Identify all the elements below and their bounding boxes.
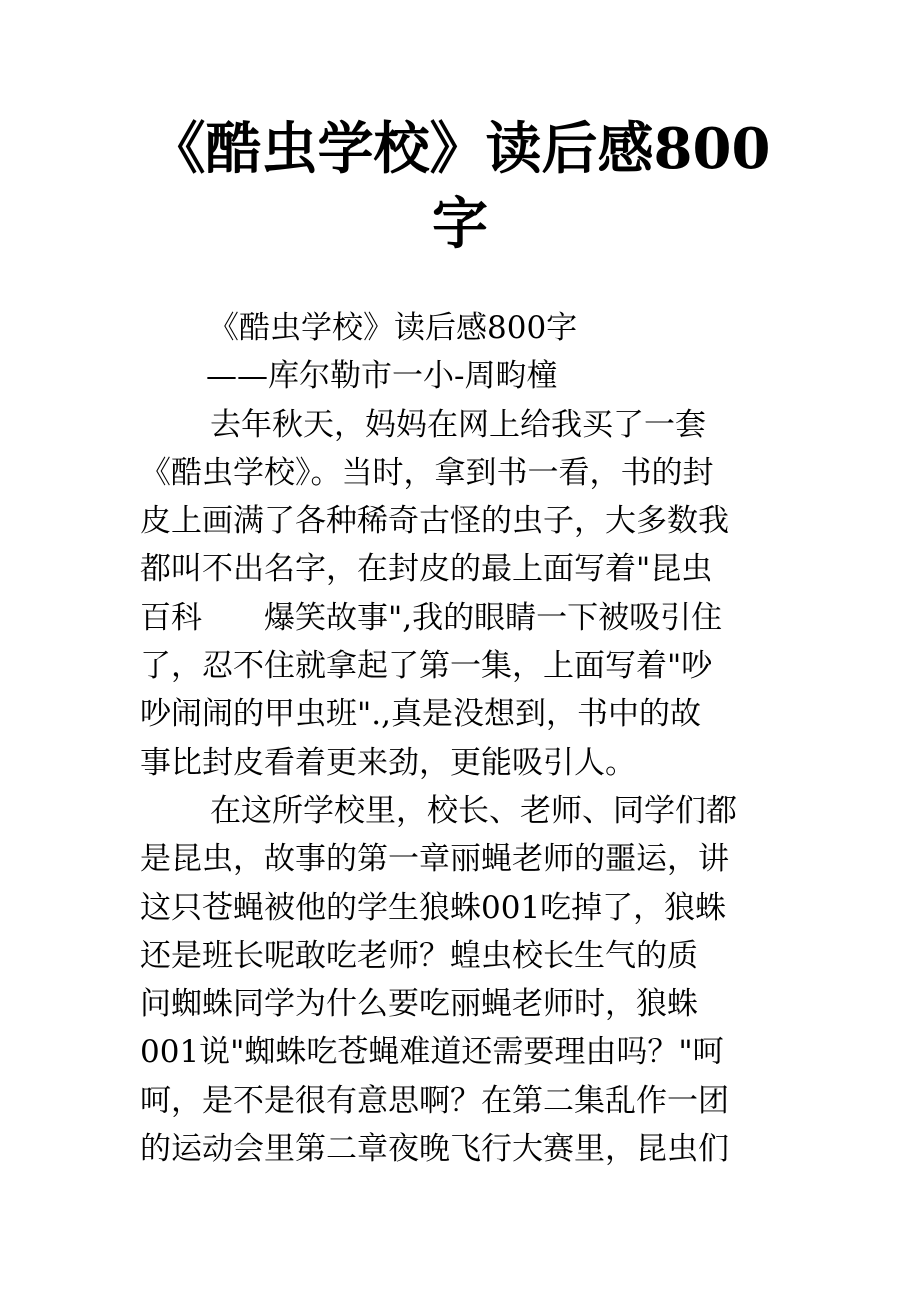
paragraph-2-line: 是昆虫，故事的第一章丽蝇老师的噩运，讲 (140, 841, 729, 878)
paragraph-1-line: 去年秋天，妈妈在网上给我买了一套 (210, 406, 706, 443)
paragraph-2-line: 的运动会里第二章夜晚飞行大赛里，昆虫们 (140, 1131, 729, 1168)
paragraph-2-line: 还是班长呢敢吃老师？蝗虫校长生气的质 (140, 937, 698, 974)
paragraph-2-line: 这只苍蝇被他的学生狼蛛001吃掉了，狼蛛 (140, 889, 727, 926)
paragraph-2-line: 在这所学校里，校长、老师、同学们都 (210, 792, 737, 829)
paragraph-1-line: 《酷虫学校》。当时，拿到书一看，书的封 (140, 454, 714, 491)
author-line: ——库尔勒市一小-周畇橦 (206, 358, 558, 395)
document-body (140, 304, 780, 1173)
paragraph-1-line: 了，忍不住就拿起了第一集，上面写着"吵 (140, 648, 713, 685)
paragraph-2-line: 001说"蜘蛛吃苍蝇难道还需要理由吗？"呵 (140, 1034, 724, 1071)
subtitle-line: 《酷虫学校》读后感800字 (208, 310, 578, 346)
title-line-1: 《酷虫学校》读后感800 (149, 116, 771, 182)
paragraph-1-line: 百科 爆笑故事",我的眼睛一下被吸引住 (140, 599, 723, 636)
document-title (140, 112, 780, 262)
paragraph-1-line: 皮上画满了各种稀奇古怪的虫子，大多数我 (140, 503, 729, 540)
paragraph-1-line: 吵闹闹的甲虫班".,真是没想到，书中的故 (140, 696, 701, 733)
paragraph-1-line: 事比封皮看着更来劲，更能吸引人。 (140, 744, 636, 781)
paragraph-2-line: 呵，是不是很有意思啊？在第二集乱作一团 (140, 1082, 729, 1119)
title-line-2: 字 (432, 191, 488, 257)
paragraph-2-line: 问蜘蛛同学为什么要吃丽蝇老师时，狼蛛 (140, 986, 698, 1023)
paragraph-1-line: 都叫不出名字，在封皮的最上面写着"昆虫 (140, 551, 713, 588)
